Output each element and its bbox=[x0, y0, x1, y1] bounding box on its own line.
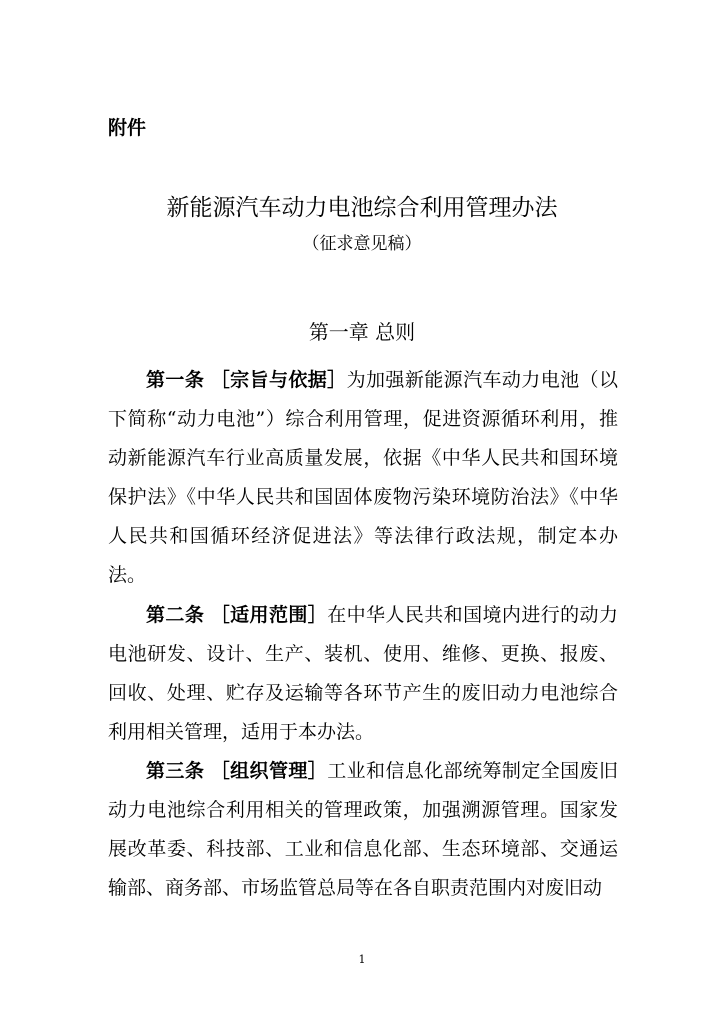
article-1 bbox=[108, 361, 618, 596]
article-topic: ［适用范围］ bbox=[210, 603, 328, 626]
article-label: 第三条 bbox=[146, 759, 205, 782]
article-text: 在中华人民共和国境内进行的动力电池研发、设计、生产、装机、使用、维修、更换、报废、回收、处理、贮存及运输等各环节产生的废旧动力电池综合利用相关管理，适用于本办法。 bbox=[108, 603, 618, 743]
document-body bbox=[108, 361, 618, 908]
article-label: 第二条 bbox=[146, 603, 205, 626]
article-topic: ［宗旨与依据］ bbox=[210, 369, 347, 391]
article-text: 工业和信息化部统筹制定全国废旧动力电池综合利用相关的管理政策，加强溯源管理。国家发展改革委、科技部、工业和信息化部、生态环境部、交通运输部、商务部、市场监管总局等在各自职责范围内对废旧动 bbox=[108, 759, 618, 900]
page-number: 1 bbox=[358, 953, 366, 966]
document-subtitle: （征求意见稿） bbox=[302, 234, 422, 254]
chapter-heading: 第一章 总则 bbox=[308, 320, 416, 344]
article-topic: ［组织管理］ bbox=[210, 759, 328, 782]
document-title: 新能源汽车动力电池综合利用管理办法 bbox=[166, 195, 558, 221]
article-text: 为加强新能源汽车动力电池（以下简称“动力电池”）综合利用管理，促进资源循环利用，推动新能源汽车行业高质量发展，依据《中华人民共和国环境保护法》《中华人民共和国固体废物污染环境防治法》《中华人民共和国循环经济促进法》等法律行政法规，制定本办法。 bbox=[108, 369, 618, 587]
article-3 bbox=[108, 752, 618, 908]
attachment-label: 附件 bbox=[108, 117, 147, 139]
article-label: 第一条 bbox=[146, 369, 205, 391]
article-2 bbox=[108, 596, 618, 752]
